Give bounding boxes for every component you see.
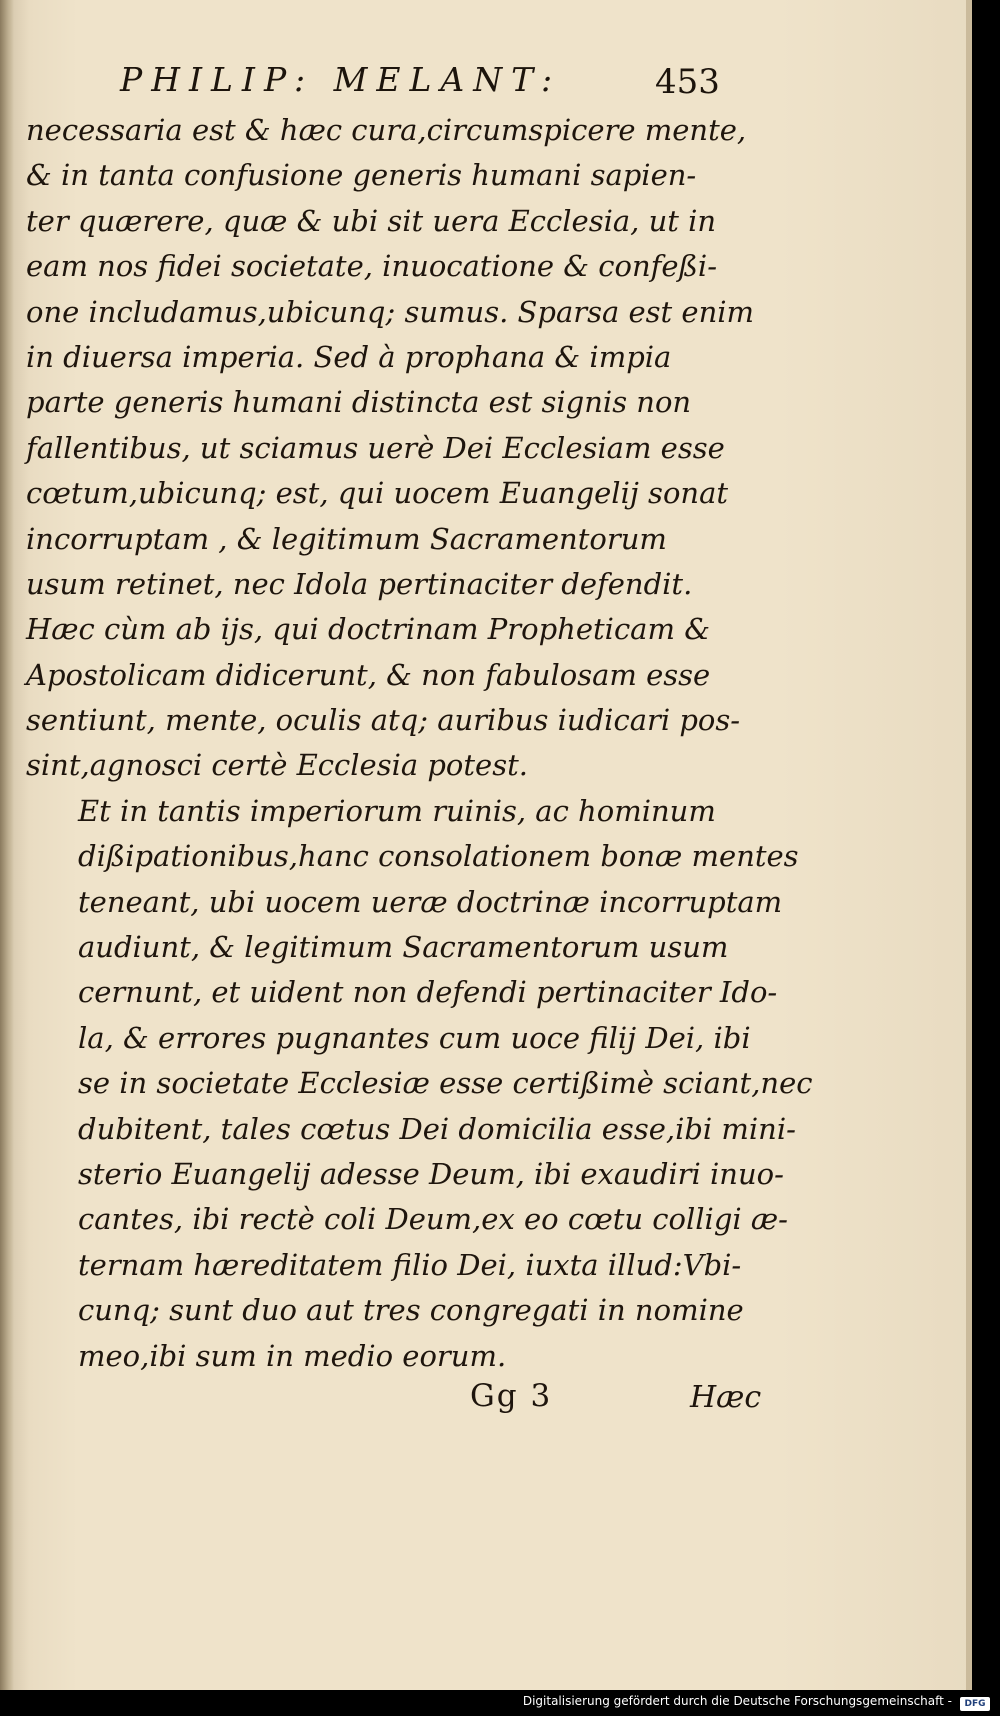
text-line: usum retinet, nec Idola pertinaciter defendit. bbox=[26, 566, 693, 601]
dfg-logo-icon bbox=[960, 1697, 990, 1711]
running-head: PHILIP: MELANT: bbox=[120, 60, 562, 99]
text-line: parte generis humani distincta est signis non bbox=[26, 385, 692, 420]
text-line: cernunt, et uident non defendi pertinaciter Ido- bbox=[78, 975, 778, 1010]
digitization-note: Digitalisierung gefördert durch die Deutsche Forschungsgemeinschaft - bbox=[522, 1694, 952, 1708]
text-line: ter quærere, quæ & ubi sit uera Ecclesia, ut in bbox=[26, 203, 717, 238]
page-number: 453 bbox=[655, 62, 720, 102]
text-line: fallentibus, ut sciamus uerè Dei Ecclesiam esse bbox=[26, 430, 725, 465]
text-line: ternam hæreditatem filio Dei, iuxta illud:Vbi- bbox=[78, 1247, 742, 1282]
text-line: dißipationibus,hanc consolationem bonæ mentes bbox=[78, 839, 799, 874]
text-line: teneant, ubi uocem ueræ doctrinæ incorruptam bbox=[78, 884, 783, 919]
text-line: incorruptam , & legitimum Sacramentorum bbox=[26, 521, 667, 556]
text-line: cœtum,ubicunq; est, qui uocem Euangelij sonat bbox=[26, 476, 729, 511]
text-line: necessaria est & hæc cura,circumspicere mente, bbox=[26, 113, 747, 147]
text-line: eam nos fidei societate, inuocatione & confeßi- bbox=[26, 249, 718, 284]
page-gutter-shadow bbox=[0, 0, 14, 1690]
text-line: in diuersa imperia. Sed à prophana & impia bbox=[26, 339, 672, 374]
dfg-logo-text: DFG bbox=[964, 1699, 986, 1709]
text-line: Et in tantis imperiorum ruinis, ac hominum bbox=[78, 793, 716, 828]
page-edge bbox=[966, 0, 972, 1690]
digitization-footer bbox=[0, 1690, 1000, 1716]
text-line: sterio Euangelij adesse Deum, ibi exaudiri inuo- bbox=[78, 1156, 784, 1191]
text-line: dubitent, tales cœtus Dei domicilia esse,ibi mini- bbox=[78, 1111, 796, 1146]
text-line: audiunt, & legitimum Sacramentorum usum bbox=[78, 930, 729, 965]
text-line: cantes, ibi rectè coli Deum,ex eo cœtu colligi æ- bbox=[78, 1202, 788, 1237]
text-line: se in societate Ecclesiæ esse certißimè sciant,nec bbox=[78, 1066, 813, 1101]
text-line: la, & errores pugnantes cum uoce filij Dei, ibi bbox=[78, 1020, 751, 1055]
signature-mark: Gg 3 bbox=[470, 1378, 553, 1414]
text-line: & in tanta confusione generis humani sapien- bbox=[26, 158, 697, 193]
text-line: sentiunt, mente, oculis atq; auribus iudicari pos- bbox=[26, 703, 741, 738]
body-text bbox=[26, 108, 813, 1379]
text-line: meo,ibi sum in medio eorum. bbox=[78, 1338, 507, 1373]
text-line: Apostolicam didicerunt, & non fabulosam esse bbox=[26, 657, 711, 692]
text-line: sint,agnosci certè Ecclesia potest. bbox=[26, 748, 528, 783]
text-line: cunq; sunt duo aut tres congregati in nomine bbox=[78, 1293, 744, 1328]
text-line: Hæc cùm ab ijs, qui doctrinam Propheticam & bbox=[26, 612, 711, 647]
catchword: Hæc bbox=[690, 1380, 762, 1415]
text-line: one includamus,ubicunq; sumus. Sparsa est enim bbox=[26, 294, 755, 329]
